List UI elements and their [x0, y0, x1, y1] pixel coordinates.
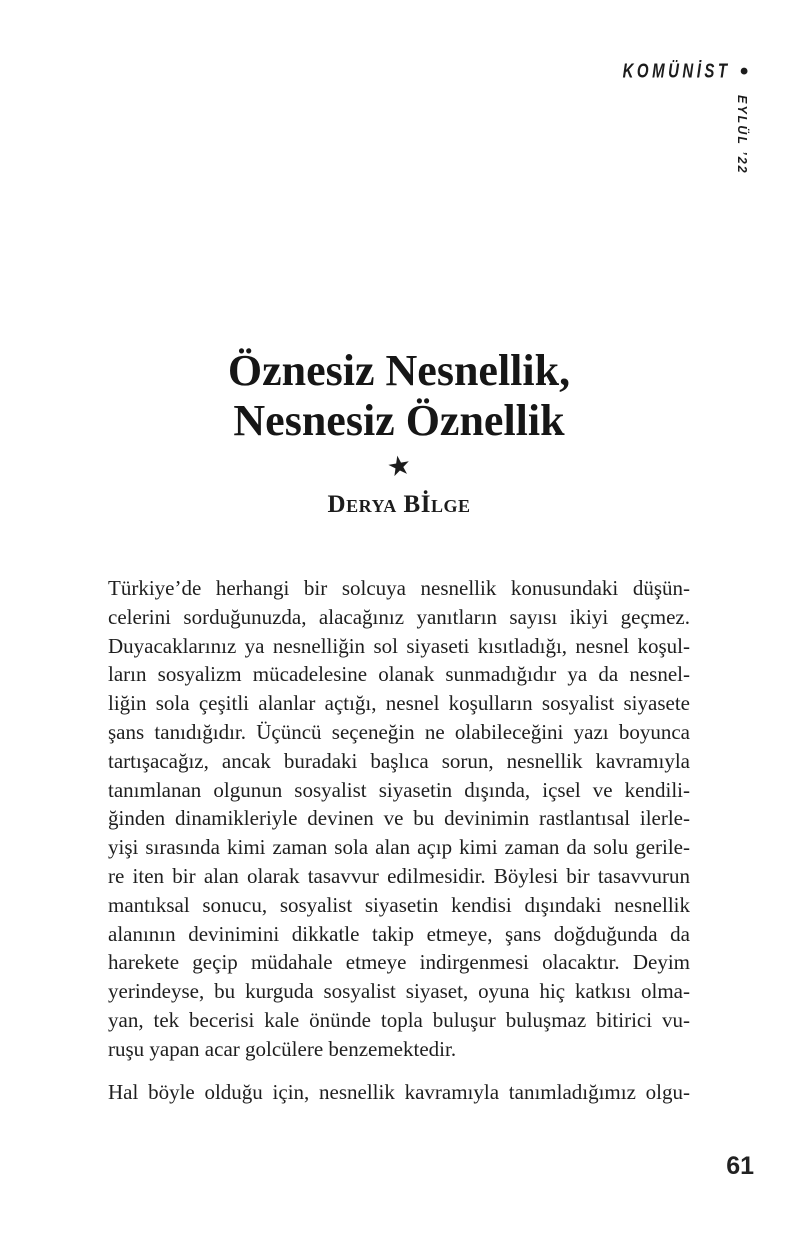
body-line: alanının devinimini dikkatle takip etmeye, şans doğduğunda da	[108, 921, 690, 946]
article-body	[108, 574, 690, 1106]
body-line: yişi sırasında kimi zaman sola alan açıp kimi zaman da solu gerile-	[108, 835, 690, 860]
magazine-title: KOMÜNİST	[622, 59, 731, 83]
body-line: Hal böyle olduğu için, nesnellik kavramıyla tanımladığımız olgu-	[108, 1079, 690, 1104]
paragraph	[108, 574, 690, 1064]
article-header	[108, 346, 690, 519]
body-line: şans tanıdığıdır. Üçüncü seçeneğin ne olabileceğini yazı boyunca	[108, 719, 690, 744]
article-title-line-1: Öznesiz Nesnellik,	[227, 346, 571, 395]
body-line: ruşu yapan acar golcülere benzemektedir.	[108, 1036, 457, 1061]
body-line: Duyacaklarınız ya nesnelliğin sol siyaseti kısıtladığı, nesnel koşul-	[108, 633, 690, 658]
star-icon: ★	[384, 449, 414, 483]
body-line: liğin sola çeşitli alanlar açtığı, nesnel koşulların sosyalist siyasete	[108, 691, 690, 716]
bullet-icon: •	[739, 58, 748, 85]
body-line: ların sosyalizm mücadelesine olanak sunmadığıdır ya da nesnel-	[108, 662, 690, 687]
article-title	[108, 346, 690, 446]
paragraph	[108, 1078, 690, 1107]
body-line: tartışacağız, ancak buradaki başlıca sorun, nesnellik kavramıyla	[108, 748, 690, 773]
masthead	[623, 58, 748, 84]
body-line: yan, tek becerisi kale önünde topla buluşur buluşmaz bitirici vu-	[108, 1007, 690, 1032]
body-line: harekete geçip müdahale etmeye indirgenmesi olacaktır. Deyim	[108, 950, 690, 975]
body-line: ğinden dinamikleriyle devinen ve bu devinimin rastlantısal ilerle-	[108, 806, 690, 831]
body-line: mantıksal sonucu, sosyalist siyasetin kendisi dışındaki nesnellik	[108, 892, 690, 917]
body-line: re iten bir alan olarak tasavvur edilmesidir. Böylesi bir tasavvurun	[108, 863, 690, 888]
body-line: Türkiye’de herhangi bir solcuya nesnellik konusundaki düşün-	[108, 576, 690, 600]
body-line: yerindeyse, bu kurguda sosyalist siyaset, oyuna hiç katkısı olma-	[108, 979, 690, 1004]
issue-date-vertical: EYLÜL ’22	[735, 95, 749, 175]
star-divider	[108, 451, 690, 481]
author-name: Derya Bİlge	[327, 491, 471, 518]
page-number: 61	[726, 1152, 754, 1180]
article-title-line-2: Nesnesiz Öznellik	[233, 396, 565, 445]
body-line: tanımlanan olgunun sosyalist siyasetin dışında, içsel ve kendili-	[108, 777, 690, 802]
body-line: celerini sorduğunuzda, alacağınız yanıtların sayısı ikiyi geçmez.	[108, 604, 690, 629]
